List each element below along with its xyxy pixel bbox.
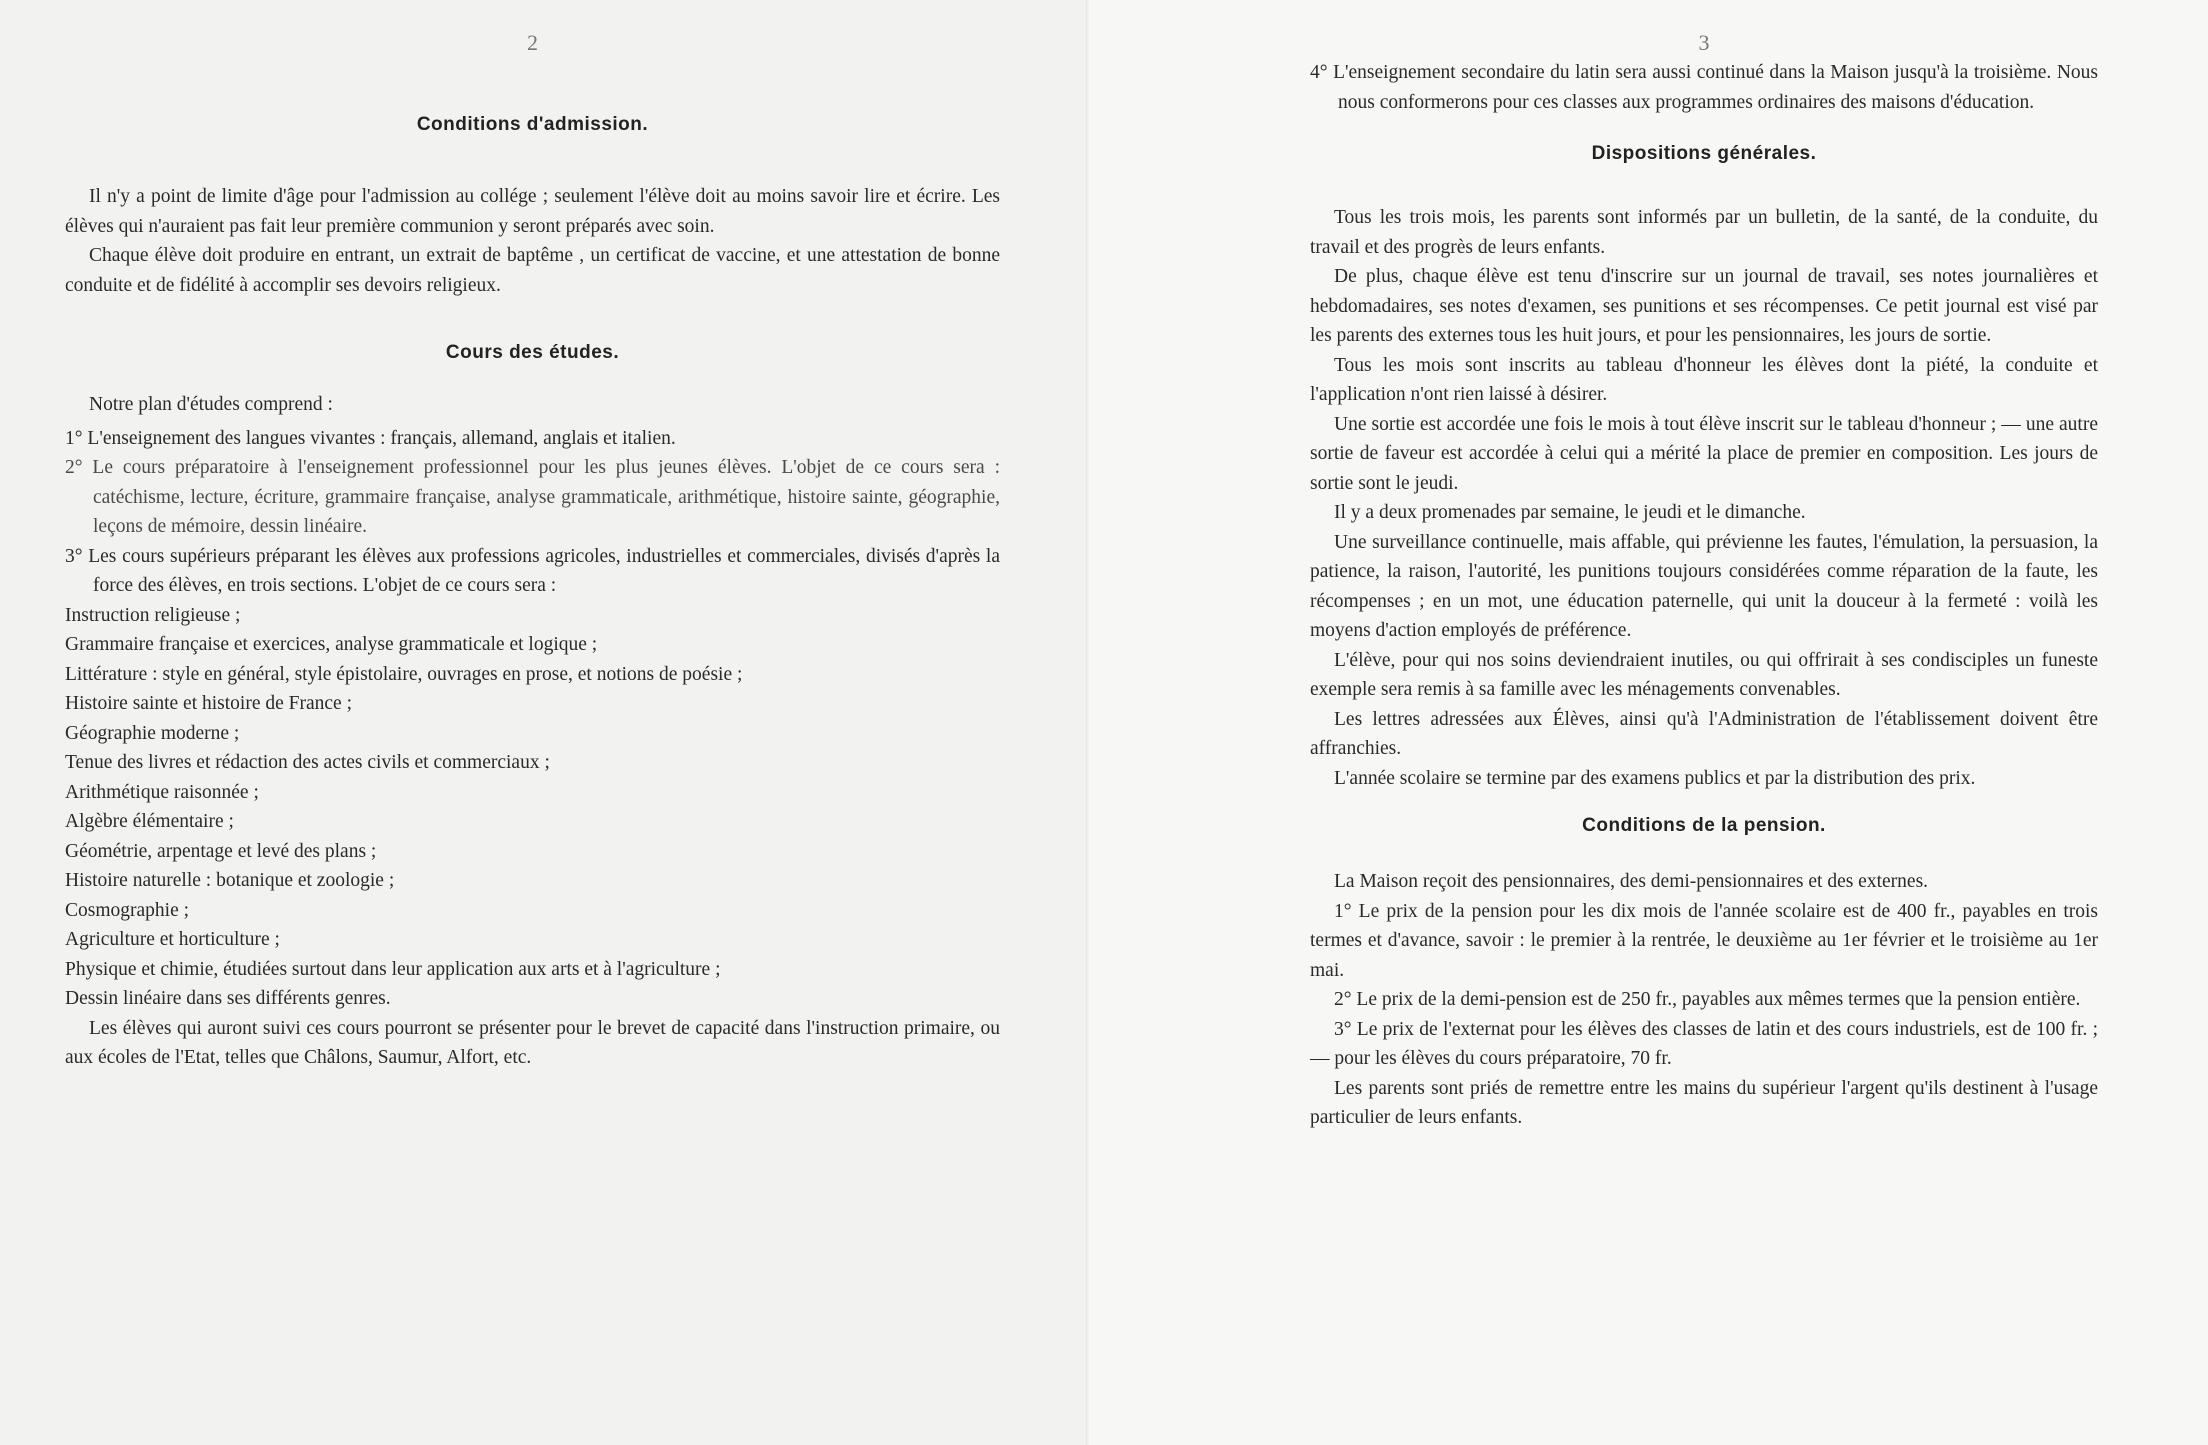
course-entry: Tenue des livres et rédaction des actes civils et commerciaux ; — [65, 752, 550, 773]
general-title: Dispositions générales. — [1591, 143, 1817, 164]
studies-intro: Notre plan d'études comprend : — [89, 394, 333, 415]
course-entry: Algèbre élémentaire ; — [65, 811, 234, 832]
course-entry: Géométrie, arpentage et levé des plans ; — [65, 840, 377, 862]
pension-paragraph: 2° Le prix de la demi-pension est de 250 fr., payables aux mêmes termes que la pension entière. — [1334, 989, 2081, 1010]
admission-paragraph: Il n'y a point de limite d'âge pour l'admission au collége ; seulement l'élève doit au moins savoir lire et écrire. Les élèves qui n'auraient pas fait leur première communion y seront préparés avec soin. — [65, 186, 1000, 237]
general-paragraph: L'élève, pour qui nos soins deviendraient inutiles, ou qui offrirait à ses condisciples un funeste exemple sera remis à sa famille avec les ménagements convenables. — [1310, 649, 2098, 700]
page-number-right: 3 — [1698, 30, 1710, 55]
pension-paragraph: 1° Le prix de la pension pour les dix mois de l'année scolaire est de 400 fr., payables en trois termes et d'avance, savoir : le premier à la rentrée, le deuxième au 1er février et le troisième au 1er mai. — [1310, 900, 2098, 981]
pension-title: Conditions de la pension. — [1582, 815, 1826, 836]
right-page — [1090, 0, 2208, 1445]
general-paragraph: Les lettres adressées aux Élèves, ainsi qu'à l'Administration de l'établissement doivent être affranchies. — [1310, 708, 2098, 759]
course-entry: Histoire sainte et histoire de France ; — [65, 693, 352, 714]
general-paragraph: Il y a deux promenades par semaine, le jeudi et le dimanche. — [1334, 502, 1806, 523]
left-page — [0, 0, 1090, 1445]
studies-item: 1° L'enseignement des langues vivantes : français, allemand, anglais et italien. — [65, 427, 676, 449]
course-entry: Géographie moderne ; — [65, 722, 240, 744]
admission-title: Conditions d'admission. — [416, 114, 649, 135]
course-entry: Dessin linéaire dans ses différents genres. — [65, 988, 391, 1009]
course-entry: Grammaire française et exercices, analyse grammaticale et logique ; — [65, 634, 598, 655]
course-entry: Arithmétique raisonnée ; — [65, 781, 259, 803]
course-entry: Instruction religieuse ; — [65, 604, 241, 626]
general-paragraph: Une sortie est accordée une fois le mois à tout élève inscrit sur le tableau d'honneur ; — une autre sortie de faveur est accordée à celui qui a mérité la place de premier en composition. Les jours de sortie sont le jeudi. — [1310, 413, 2098, 494]
general-paragraph: Tous les mois sont inscrits au tableau d'honneur les élèves dont la piété, la conduite et l'application n'ont rien laissé à désirer. — [1310, 354, 2098, 405]
studies-title: Cours des études. — [445, 342, 620, 363]
studies-closing: Les élèves qui auront suivi ces cours pourront se présenter pour le brevet de capacité dans l'instruction primaire, ou aux écoles de l'Etat, telles que Châlons, Saumur, Alfort, etc. — [65, 1017, 1000, 1068]
course-entry: Physique et chimie, étudiées surtout dans leur application aux arts et à l'agriculture ; — [65, 958, 721, 980]
studies-item: 2° Le cours préparatoire à l'enseignement professionnel pour les plus jeunes élèves. L'objet de ce cours sera : catéchisme, lecture, écriture, grammaire française, analyse grammaticale, arithmétique, histoire sainte, géographie, leçons de mémoire, dessin linéaire. — [65, 457, 1000, 537]
general-paragraph: L'année scolaire se termine par des examens publics et par la distribution des prix. — [1334, 767, 1976, 789]
pension-paragraph: La Maison reçoit des pensionnaires, des demi-pensionnaires et des externes. — [1334, 871, 1929, 892]
page-number-left: 2 — [527, 30, 538, 55]
general-paragraph: Tous les trois mois, les parents sont informés par un bulletin, de la santé, de la conduite, du travail et des progrès de leurs enfants. — [1310, 207, 2098, 258]
pension-paragraph: Les parents sont priés de remettre entre les mains du supérieur l'argent qu'ils destinent à l'usage particulier de leurs enfants. — [1310, 1077, 2098, 1128]
general-paragraph: De plus, chaque élève est tenu d'inscrire sur un journal de travail, ses notes journalières et hebdomadaires, ses notes d'examen, ses punitions et ses récompenses. Ce petit journal est visé par les parents des externes tous les huit jours, et pour les pensionnaires, les jours de sortie. — [1310, 266, 2098, 346]
course-entry: Agriculture et horticulture ; — [65, 929, 280, 950]
latin-continuation: 4° L'enseignement secondaire du latin sera aussi continué dans la Maison jusqu'à la troisième. Nous nous conformerons pour ces classes aux programmes ordinaires des maisons d'éducation. — [1310, 62, 2098, 113]
pension-paragraph: 3° Le prix de l'externat pour les élèves des classes de latin et des cours industriels, est de 100 fr. ; — pour les élèves du cours préparatoire, 70 fr. — [1310, 1018, 2098, 1069]
admission-paragraph: Chaque élève doit produire en entrant, un extrait de baptême , un certificat de vaccine, et une attestation de bonne conduite et de fidélité à accomplir ses devoirs religieux. — [65, 245, 1000, 296]
course-entry: Histoire naturelle : botanique et zoologie ; — [65, 870, 395, 891]
general-paragraph: Une surveillance continuelle, mais affable, qui prévienne les fautes, l'émulation, la persuasion, la patience, la raison, l'autorité, les punitions toujours considérées comme réparation de la faute, les récompenses ; en un mot, une éducation paternelle, qui unit la douceur à la fermeté : voilà les moyens d'action employés de préférence. — [1310, 531, 2098, 641]
studies-item: 3° Les cours supérieurs préparant les élèves aux professions agricoles, industrielles et commerciales, divisés d'après la force des élèves, en trois sections. L'objet de ce cours sera : — [65, 545, 1000, 596]
course-entry: Littérature : style en général, style épistolaire, ouvrages en prose, et notions de poésie ; — [65, 663, 743, 685]
course-entry: Cosmographie ; — [65, 899, 190, 921]
